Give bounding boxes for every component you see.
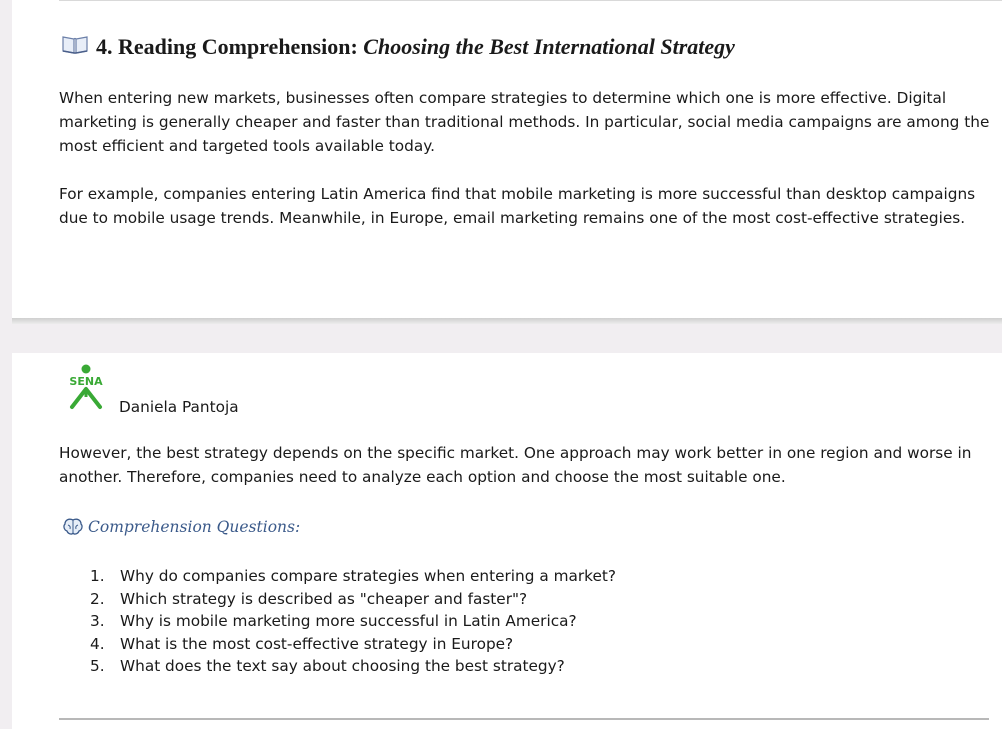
questions-heading-text: Comprehension Questions: [88, 518, 301, 536]
document-page-2 [12, 353, 1002, 729]
paragraph-1: When entering new markets, businesses often compare strategies to determine which one is more effective. Digital marketing is generally cheaper and faster than traditional methods. In particular, social media campaigns are among the most efficient and targeted tools available today. [59, 89, 990, 155]
paragraph-3: However, the best strategy depends on the specific market. One approach may work better in one region and worse in another. Therefore, companies need to analyze each option and choose the most suitable one. [59, 444, 972, 486]
bottom-divider [59, 718, 989, 720]
page-gap-shadow [12, 318, 1002, 324]
author-name: Daniela Pantoja [119, 398, 239, 416]
paragraph-2: For example, companies entering Latin America find that mobile marketing is more successful than desktop campaigns due to mobile usage trends. Meanwhile, in Europe, email marketing remains one of the most cost-effective strategies. [59, 185, 976, 227]
section-title-italic: Choosing the Best International Strategy [363, 34, 735, 59]
section-title-number: 4. Reading Comprehension: [96, 34, 358, 59]
list-item: 5. What does the text say about choosing the best strategy? [90, 657, 565, 675]
list-item: 4. What is the most cost-effective strategy in Europe? [90, 634, 514, 653]
sena-logo [60, 363, 112, 413]
document-page-1 [12, 0, 1002, 318]
brain-icon [62, 517, 84, 537]
list-item: 2. Which strategy is described as "cheaper and faster"? [90, 589, 528, 608]
list-item: 3. Why is mobile marketing more successful in Latin America? [90, 612, 577, 630]
list-item: 1. Why do companies compare strategies when entering a market? [90, 567, 616, 585]
sena-logo-text: SENA [69, 375, 103, 388]
section-title [62, 34, 735, 60]
questions-heading [62, 517, 300, 537]
questions-list [90, 565, 616, 678]
open-book-icon [62, 34, 88, 60]
top-divider [59, 0, 1002, 1]
